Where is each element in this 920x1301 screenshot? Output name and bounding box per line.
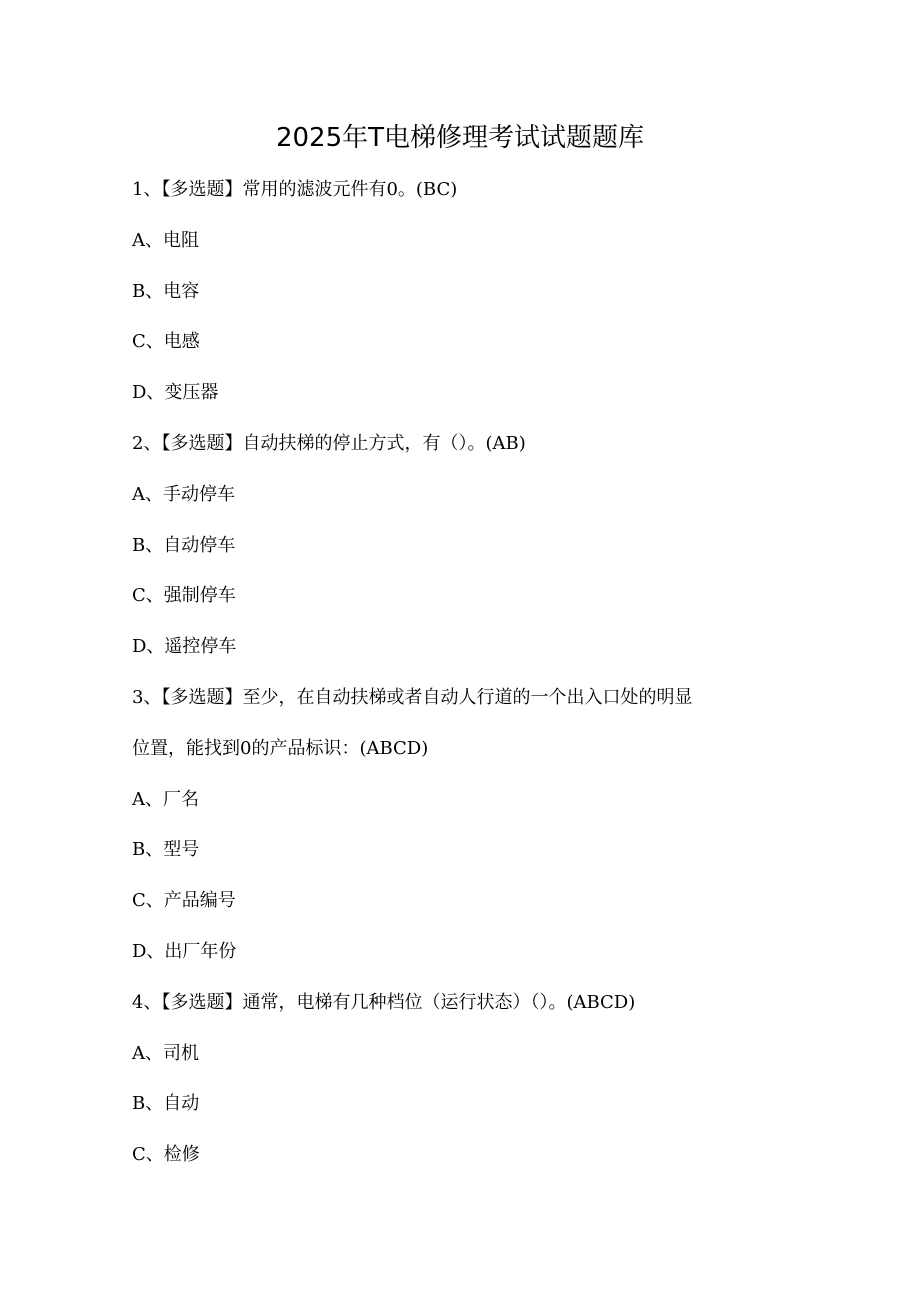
question-2-option-d: D、遥控停车	[132, 636, 237, 658]
question-3-option-c: C、产品编号	[132, 890, 236, 912]
question-4-stem: 4、【多选题】通常，电梯有几种档位（运行状态）（）。(ABCD)	[132, 991, 636, 1013]
question-4-option-a: A、司机	[132, 1042, 199, 1064]
question-1-option-c: C、电感	[132, 331, 200, 353]
question-1-option-d: D、变压器	[132, 382, 219, 404]
question-2-stem: 2、【多选题】自动扶梯的停止方式，有（）。(AB)	[132, 432, 526, 454]
question-2-option-a: A、手动停车	[132, 483, 235, 505]
question-3-option-b: B、型号	[132, 839, 200, 861]
question-list	[132, 171, 782, 1187]
question-2-option-b: B、自动停车	[132, 534, 236, 556]
question-2-option-c: C、强制停车	[132, 585, 236, 607]
question-3-option-a: A、厂名	[132, 788, 199, 810]
question-3-stem-line-1: 3、【多选题】至少，在自动扶梯或者自动人行道的一个出入口处的明显	[132, 686, 693, 708]
question-1-option-a: A、电阻	[132, 229, 199, 251]
question-1-stem: 1、【多选题】常用的滤波元件有0。(BC)	[132, 179, 458, 200]
question-4-option-b: B、自动	[132, 1093, 200, 1115]
question-4-option-c: C、检修	[132, 1144, 200, 1166]
question-1-option-b: B、电容	[132, 280, 200, 302]
question-3-stem-line-2: 位置，能找到0的产品标识：(ABCD)	[132, 737, 429, 759]
question-3-option-d: D、出厂年份	[132, 940, 237, 962]
document-title: 2025年T电梯修理考试试题题库	[275, 123, 645, 153]
